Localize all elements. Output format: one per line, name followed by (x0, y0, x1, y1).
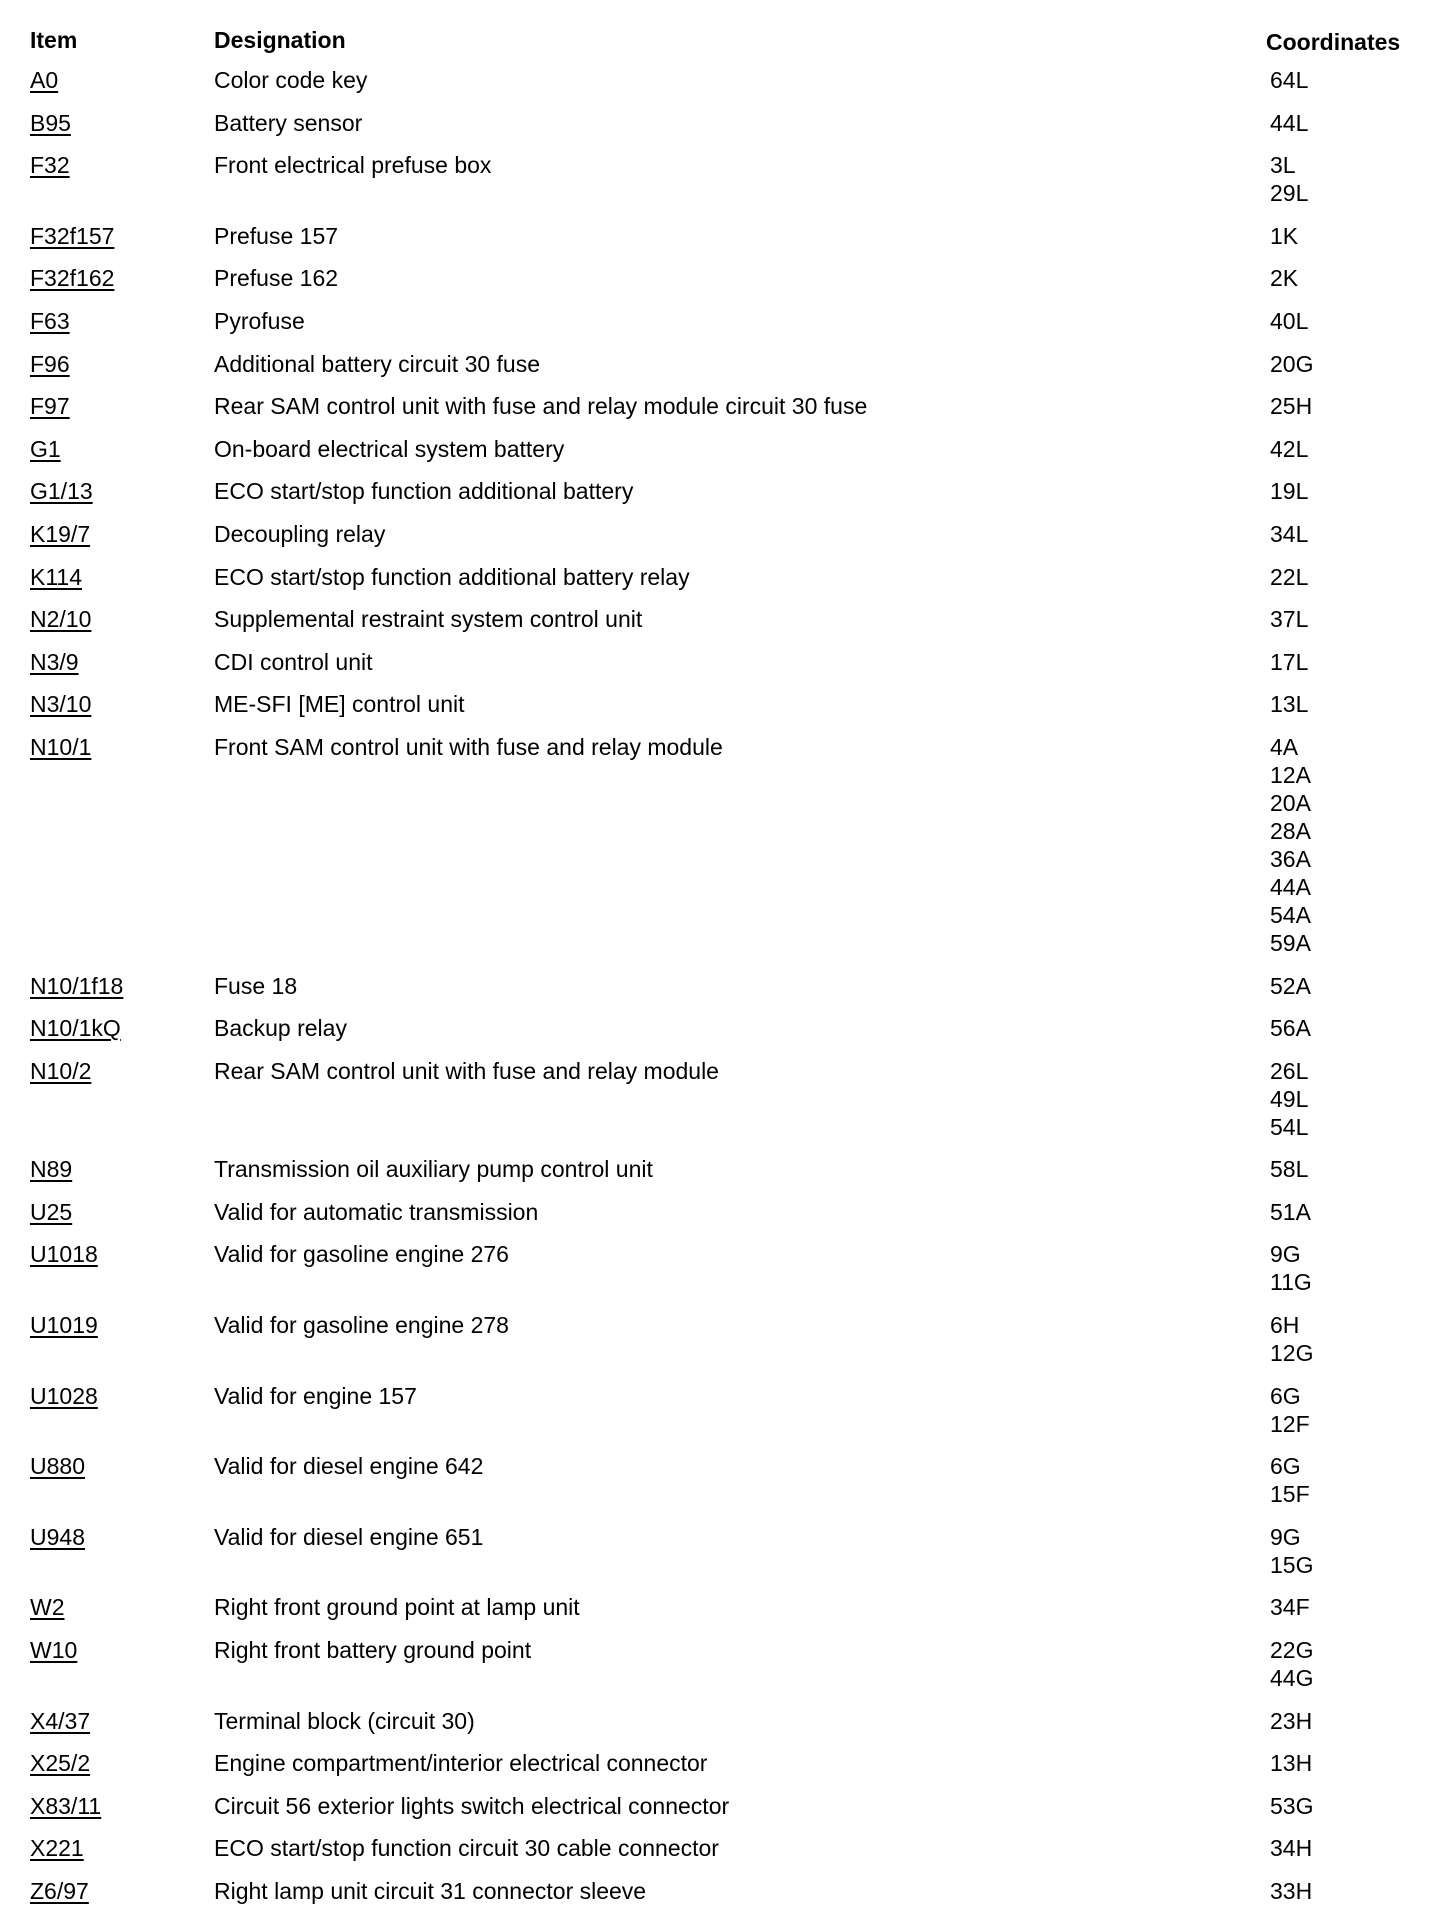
item-link[interactable]: N3/9 (30, 648, 79, 675)
table-row (30, 1452, 1430, 1508)
item-cell (30, 222, 214, 250)
designation-cell: Engine compartment/interior electrical connector (214, 1750, 708, 1777)
designation-cell: Right front ground point at lamp unit (214, 1594, 580, 1621)
coordinate-value: 36A (1270, 845, 1311, 872)
coordinates-cell (1270, 66, 1308, 94)
table-row (30, 690, 1430, 718)
designation-cell: Rear SAM control unit with fuse and relay module circuit 30 fuse (214, 393, 868, 420)
item-cell (30, 1057, 214, 1085)
table-row (30, 350, 1430, 378)
item-link[interactable]: A0 (30, 67, 59, 93)
table-row (30, 151, 1430, 207)
item-link[interactable]: N10/2 (30, 1057, 92, 1084)
item-link[interactable]: F32 (30, 152, 70, 179)
designation-cell: Transmission oil auxiliary pump control unit (214, 1156, 653, 1183)
coordinate-value: 22L (1270, 563, 1309, 590)
coordinate-value: 17L (1270, 648, 1309, 675)
item-cell (30, 477, 214, 505)
designation-cell: On-board electrical system battery (214, 435, 565, 462)
designation-cell: Battery sensor (214, 109, 363, 136)
item-cell (30, 1198, 214, 1226)
table-body (30, 66, 1430, 1905)
item-link[interactable]: N2/10 (30, 606, 92, 633)
item-link[interactable]: B95 (30, 109, 71, 136)
item-cell (30, 307, 214, 335)
designation-cell: Right front battery ground point (214, 1637, 532, 1664)
coordinate-value: 58L (1270, 1156, 1309, 1183)
item-link[interactable]: F32f157 (30, 222, 115, 249)
item-cell (30, 1311, 214, 1339)
designation-cell: Valid for gasoline engine 276 (214, 1241, 509, 1268)
designation-cell: Color code key (214, 67, 368, 93)
item-cell (30, 350, 214, 378)
coordinates-cell (1270, 264, 1298, 292)
coordinate-value: 53G (1270, 1792, 1314, 1819)
coordinate-value: 12G (1270, 1340, 1314, 1367)
coordinates-cell (1270, 563, 1308, 591)
item-cell (30, 690, 214, 718)
coordinates-cell (1270, 605, 1308, 633)
header-coordinates: Coordinates (1266, 29, 1401, 55)
item-cell (30, 1382, 214, 1410)
component-legend-table (30, 24, 1430, 1920)
coordinate-value: 13H (1270, 1750, 1313, 1777)
coordinates-cell (1270, 1057, 1308, 1141)
table-row (30, 435, 1430, 463)
table-row (30, 1707, 1430, 1735)
coordinates-cell (1270, 477, 1308, 505)
table-row (30, 563, 1430, 591)
designation-cell: Prefuse 162 (214, 265, 339, 292)
coordinate-value: 15G (1270, 1551, 1314, 1578)
header-designation: Designation (214, 27, 346, 53)
item-cell (30, 1014, 214, 1042)
coordinate-value: 44A (1270, 873, 1311, 900)
item-link[interactable]: U1018 (30, 1241, 98, 1268)
table-row (30, 1382, 1430, 1438)
coordinate-value: 37L (1270, 606, 1309, 633)
designation-cell: Valid for diesel engine 651 (214, 1523, 484, 1550)
item-cell (30, 1523, 214, 1551)
coordinates-cell (1270, 222, 1298, 250)
designation-cell: Additional battery circuit 30 fuse (214, 350, 541, 377)
coordinate-value: 3L (1270, 152, 1296, 179)
coordinates-cell (1270, 350, 1313, 378)
item-link[interactable]: K19/7 (30, 520, 91, 547)
item-cell (30, 605, 214, 633)
coordinates-cell (1270, 435, 1308, 463)
item-cell (30, 1452, 214, 1480)
item-cell (30, 392, 214, 420)
coordinate-value: 28A (1270, 817, 1311, 844)
coordinate-value: 1K (1270, 222, 1299, 249)
coordinate-value: 29L (1270, 180, 1309, 207)
item-cell (30, 733, 214, 761)
coordinates-cell (1270, 1792, 1313, 1820)
designation-cell: Pyrofuse (214, 307, 305, 334)
designation-cell: Valid for gasoline engine 278 (214, 1312, 509, 1339)
item-cell (30, 1593, 214, 1621)
coordinate-value: 9G (1270, 1241, 1301, 1268)
coordinate-value: 4A (1270, 733, 1299, 760)
coordinates-cell (1270, 972, 1311, 1000)
coordinate-value: 15F (1270, 1481, 1310, 1508)
coordinate-value: 44L (1270, 109, 1309, 136)
coordinates-cell (1270, 733, 1311, 957)
coordinate-value: 20G (1270, 350, 1314, 377)
coordinate-value: 6H (1270, 1312, 1300, 1339)
item-cell (30, 1877, 214, 1905)
item-cell (30, 648, 214, 676)
designation-cell: ME-SFI [ME] control unit (214, 691, 465, 718)
designation-cell: ECO start/stop function additional battery (214, 478, 634, 505)
designation-cell: Valid for automatic transmission (214, 1198, 539, 1225)
coordinates-cell (1270, 648, 1308, 676)
coordinates-cell (1270, 1523, 1313, 1579)
designation-cell: Right lamp unit circuit 31 connector sleeve (214, 1878, 647, 1904)
item-cell (30, 1240, 214, 1268)
coordinates-cell (1270, 1014, 1311, 1042)
table-row (30, 605, 1430, 633)
coordinates-cell (1270, 1749, 1312, 1777)
coordinate-value: 33H (1270, 1878, 1313, 1904)
header-item: Item (30, 27, 78, 53)
coordinate-value: 23H (1270, 1707, 1313, 1734)
coordinates-cell (1270, 1834, 1312, 1862)
designation-cell: Front electrical prefuse box (214, 152, 492, 179)
table-row (30, 1792, 1430, 1820)
coordinates-cell (1270, 1636, 1313, 1692)
item-cell (30, 435, 214, 463)
coordinates-cell (1270, 1707, 1312, 1735)
item-link[interactable]: N10/1f18 (30, 972, 124, 999)
table-row (30, 66, 1430, 94)
item-link[interactable]: X25/2 (30, 1750, 91, 1777)
coordinates-cell (1270, 307, 1308, 335)
table-row (30, 307, 1430, 335)
item-cell (30, 1834, 214, 1862)
item-link[interactable]: W2 (30, 1594, 65, 1621)
coordinate-value: 19L (1270, 478, 1309, 505)
item-link[interactable]: Z6/97 (30, 1878, 89, 1904)
coordinate-value: 52A (1270, 972, 1311, 999)
coordinate-value: 54L (1270, 1113, 1309, 1140)
item-link[interactable]: N10/1 (30, 733, 92, 760)
coordinate-value: 11G (1270, 1269, 1312, 1296)
coordinate-value: 2K (1270, 265, 1299, 292)
item-link[interactable]: F63 (30, 307, 70, 334)
item-cell (30, 151, 214, 179)
coordinate-value: 40L (1270, 307, 1309, 334)
item-link[interactable]: W10 (30, 1637, 78, 1664)
table-row (30, 972, 1430, 1000)
coordinate-value: 34F (1270, 1594, 1310, 1621)
table-row (30, 648, 1430, 676)
designation-cell: ECO start/stop function circuit 30 cable connector (214, 1835, 719, 1862)
item-link[interactable]: U1028 (30, 1382, 98, 1409)
item-cell (30, 1636, 214, 1664)
item-link[interactable]: U1019 (30, 1312, 98, 1339)
table-row (30, 1155, 1430, 1183)
coordinate-value: 59A (1270, 929, 1311, 956)
coordinate-value: 12F (1270, 1410, 1310, 1437)
designation-cell: Rear SAM control unit with fuse and relay module (214, 1057, 719, 1084)
item-link[interactable]: X4/37 (30, 1707, 91, 1734)
coordinate-value: 51A (1270, 1198, 1311, 1225)
coordinates-cell (1270, 520, 1308, 548)
table-row (30, 1636, 1430, 1692)
item-cell (30, 1707, 214, 1735)
table-row (30, 1749, 1430, 1777)
coordinates-cell (1270, 1155, 1308, 1183)
coordinates-cell (1270, 151, 1308, 207)
table-row (30, 1240, 1430, 1296)
table-row (30, 1057, 1430, 1141)
table-row (30, 733, 1430, 957)
coordinate-value: 42L (1270, 435, 1309, 462)
item-link[interactable]: F96 (30, 350, 70, 377)
item-link[interactable]: F32f162 (30, 265, 115, 292)
item-link[interactable]: K114 (30, 563, 83, 590)
designation-cell: Valid for diesel engine 642 (214, 1453, 484, 1480)
item-cell (30, 1749, 214, 1777)
coordinates-cell (1270, 1593, 1310, 1621)
designation-cell: ECO start/stop function additional battery relay (214, 563, 690, 590)
table-row (30, 1593, 1430, 1621)
coordinate-value: 44G (1270, 1665, 1314, 1692)
designation-cell: Backup relay (214, 1015, 347, 1042)
coordinate-value: 34H (1270, 1835, 1313, 1862)
coordinate-value: 54A (1270, 901, 1311, 928)
item-cell (30, 66, 214, 94)
item-link[interactable]: X221 (30, 1835, 84, 1862)
designation-cell: Supplemental restraint system control unit (214, 606, 643, 633)
coordinate-value: 49L (1270, 1085, 1309, 1112)
coordinate-value: 12A (1270, 761, 1311, 788)
item-link[interactable]: N10/1kQ (30, 1015, 121, 1042)
table-row (30, 1014, 1430, 1042)
coordinates-cell (1270, 1311, 1313, 1367)
table-row (30, 222, 1430, 250)
item-cell (30, 972, 214, 1000)
table-row (30, 477, 1430, 505)
item-cell (30, 1155, 214, 1183)
designation-cell: Terminal block (circuit 30) (214, 1707, 475, 1734)
table-row (30, 109, 1430, 137)
designation-cell: Fuse 18 (214, 972, 298, 999)
item-link[interactable]: N3/10 (30, 691, 92, 718)
coordinates-cell (1270, 1240, 1312, 1296)
table-row (30, 264, 1430, 292)
item-cell (30, 1792, 214, 1820)
designation-cell: Prefuse 157 (214, 222, 339, 249)
item-cell (30, 264, 214, 292)
table-row (30, 1877, 1430, 1905)
coordinates-cell (1270, 1877, 1312, 1905)
item-link[interactable]: U25 (30, 1198, 73, 1225)
coordinate-value: 20A (1270, 789, 1311, 816)
item-link[interactable]: G1 (30, 435, 61, 462)
coordinate-value: 64L (1270, 67, 1309, 93)
table-row (30, 1311, 1430, 1367)
coordinate-value: 34L (1270, 520, 1309, 547)
table-row (30, 520, 1430, 548)
coordinates-cell (1270, 392, 1312, 420)
coordinates-cell (1270, 1198, 1311, 1226)
coordinate-value: 25H (1270, 393, 1313, 420)
coordinates-cell (1270, 1452, 1310, 1508)
coordinates-cell (1270, 1382, 1310, 1438)
coordinate-value: 9G (1270, 1523, 1301, 1550)
designation-cell: Decoupling relay (214, 520, 386, 547)
item-cell (30, 520, 214, 548)
item-link[interactable]: U948 (30, 1523, 85, 1550)
designation-cell: Front SAM control unit with fuse and relay module (214, 733, 723, 760)
coordinate-value: 13L (1270, 691, 1309, 718)
item-cell (30, 563, 214, 591)
coordinates-cell (1270, 690, 1308, 718)
item-link[interactable]: X83/11 (30, 1792, 102, 1819)
coordinate-value: 6G (1270, 1453, 1301, 1480)
coordinate-value: 56A (1270, 1015, 1311, 1042)
header-row (30, 24, 1430, 56)
coordinate-value: 6G (1270, 1382, 1301, 1409)
designation-cell: CDI control unit (214, 648, 373, 675)
designation-cell: Circuit 56 exterior lights switch electrical connector (214, 1792, 730, 1819)
item-link[interactable]: G1/13 (30, 478, 93, 505)
coordinates-cell (1270, 109, 1308, 137)
item-link[interactable]: F97 (30, 393, 70, 420)
table-row (30, 1523, 1430, 1579)
coordinate-value: 26L (1270, 1057, 1309, 1084)
coordinate-value: 22G (1270, 1637, 1314, 1664)
item-link[interactable]: U880 (30, 1453, 85, 1480)
table-row (30, 1198, 1430, 1226)
designation-cell: Valid for engine 157 (214, 1382, 417, 1409)
item-cell (30, 109, 214, 137)
table-row (30, 392, 1430, 420)
table-row (30, 1834, 1430, 1862)
item-link[interactable]: N89 (30, 1156, 73, 1183)
